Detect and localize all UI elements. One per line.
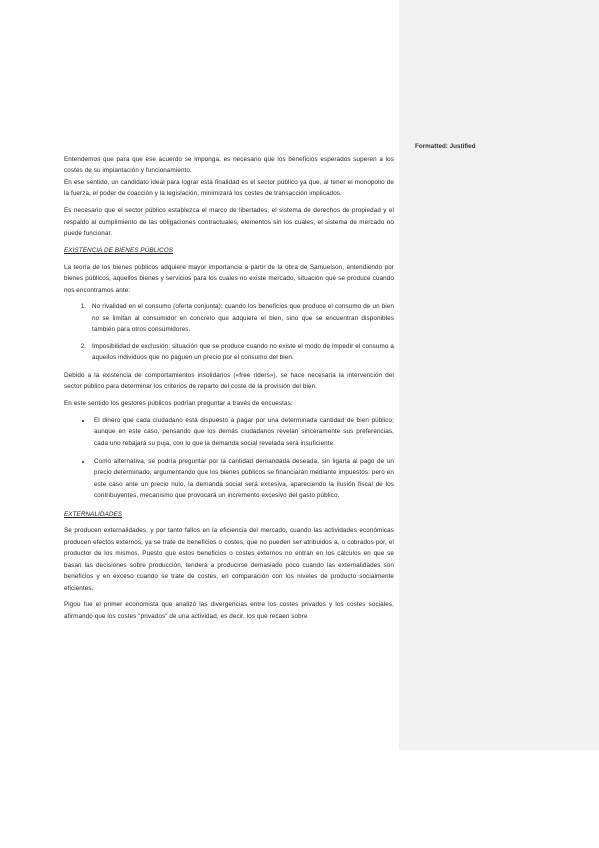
paragraph-4: La teoría de los bienes públicos adquiere mayor importancia a partir de la obra de Samuelson, entendiendo por bienes públicos, aquellos bienes y servicios para los cuales no existe mercado, situación que se produce cuando nos encontramos ante:: [64, 263, 394, 294]
bullet-list: [64, 415, 394, 502]
section-heading-externalities: EXTERNALIDADES: [64, 510, 123, 518]
numbered-list: [64, 301, 394, 363]
list-item: 1. No rivalidad en el consumo (oferta conjunta): cuando los beneficios que produce el consumo de un bien no se limitan al consumidor en concreto que adquiere el bien, sino que se encuentran disponibles también para otros consumidores.: [88, 301, 394, 335]
comment-pane-footer: [399, 750, 599, 848]
paragraph-1: Entendemos que para que ese acuerdo se imponga, es necesario que los beneficios esperados superen a los costes de su implantación y funcionamiento.: [64, 156, 394, 175]
paragraph-2: En ese sentido, un candidato ideal para lograr esta finalidad es el sector público ya que, al tener el monopolio de la fuerza, el poder de coacción y la legislación, minimizará los costes de transacción implicados.: [64, 178, 394, 198]
document-body: [64, 154, 394, 628]
paragraph-5: Debido a la existencia de comportamientos insolidarios («free riders»), se hace necesaria la intervención del sector público para determinar los criterios de reparto del coste de la provisión del bien.: [64, 371, 394, 390]
paragraph-8: Pigou fue el primer economista que analizó las divergencias entre los costes privados y los costes sociales, afirmando que los costes "privados" de una actividad, es decir, los que recaen sobre: [64, 601, 394, 620]
paragraph-7: Se producen externalidades, y por tanto fallos en la eficiencia del mercado, cuando las actividades económicas producen efectos externos, ya se trate de beneficios o costes, que no pueden ser atribuidos a, o cobrados por, el productor de los mismos. Puesto que estos beneficios o costes externos no entran en los cálculos en que se basan las decisiones sobre producción, tenderá a producirse demasiado poco cuando las externalidades son beneficios y en exceso cuando se trate de costes, en comparación con los niveles de producto socialmente eficientes.: [64, 527, 394, 592]
section-heading-public-goods: EXISTENCIA DE BIENES PÚBLICOS: [64, 246, 174, 254]
comment-pane: [399, 0, 599, 750]
formatting-comment[interactable]: Formatted: Justified: [415, 143, 476, 150]
list-item: 2. Imposibilidad de exclusión: situación que se produce cuando no existe el modo de impedir el consumo a aquellos individuos que no paguen un precio por el consumo del bien.: [88, 341, 394, 364]
list-item: • Como alternativa, se podría preguntar por la cantidad demandada deseada, sin ligarla al pago de un precio determinado, argumentando que los bienes públicos se financiarán mediante impuestos: pero en este caso ante un precio nulo, la demanda social será excesiva, apareciendo la ilusión fiscal de los contribuyentes, mecanismo que provocará un incremento excesivo del gasto público.: [92, 456, 394, 502]
list-item: • El dinero que cada ciudadano está dispuesto a pagar por una determinada cantidad de bien público; aunque en este caso, pensando que los demás ciudadanos revelan sinceramente sus preferencias, cada uno rebajará su puja, con lo que la demanda social revelada será insuficiente.: [92, 415, 394, 449]
paragraph-3: Es necesario que el sector público establezca el marco de libertades, el sistema de derechos de propiedad y el respaldo al cumplimiento de las obligaciones contractuales, elementos sin los cuales, el sistema de mercado no puede funcionar.: [64, 207, 394, 237]
paragraph-6: En este sentido los gestores públicos podrían preguntar a través de encuestas:: [64, 399, 293, 407]
